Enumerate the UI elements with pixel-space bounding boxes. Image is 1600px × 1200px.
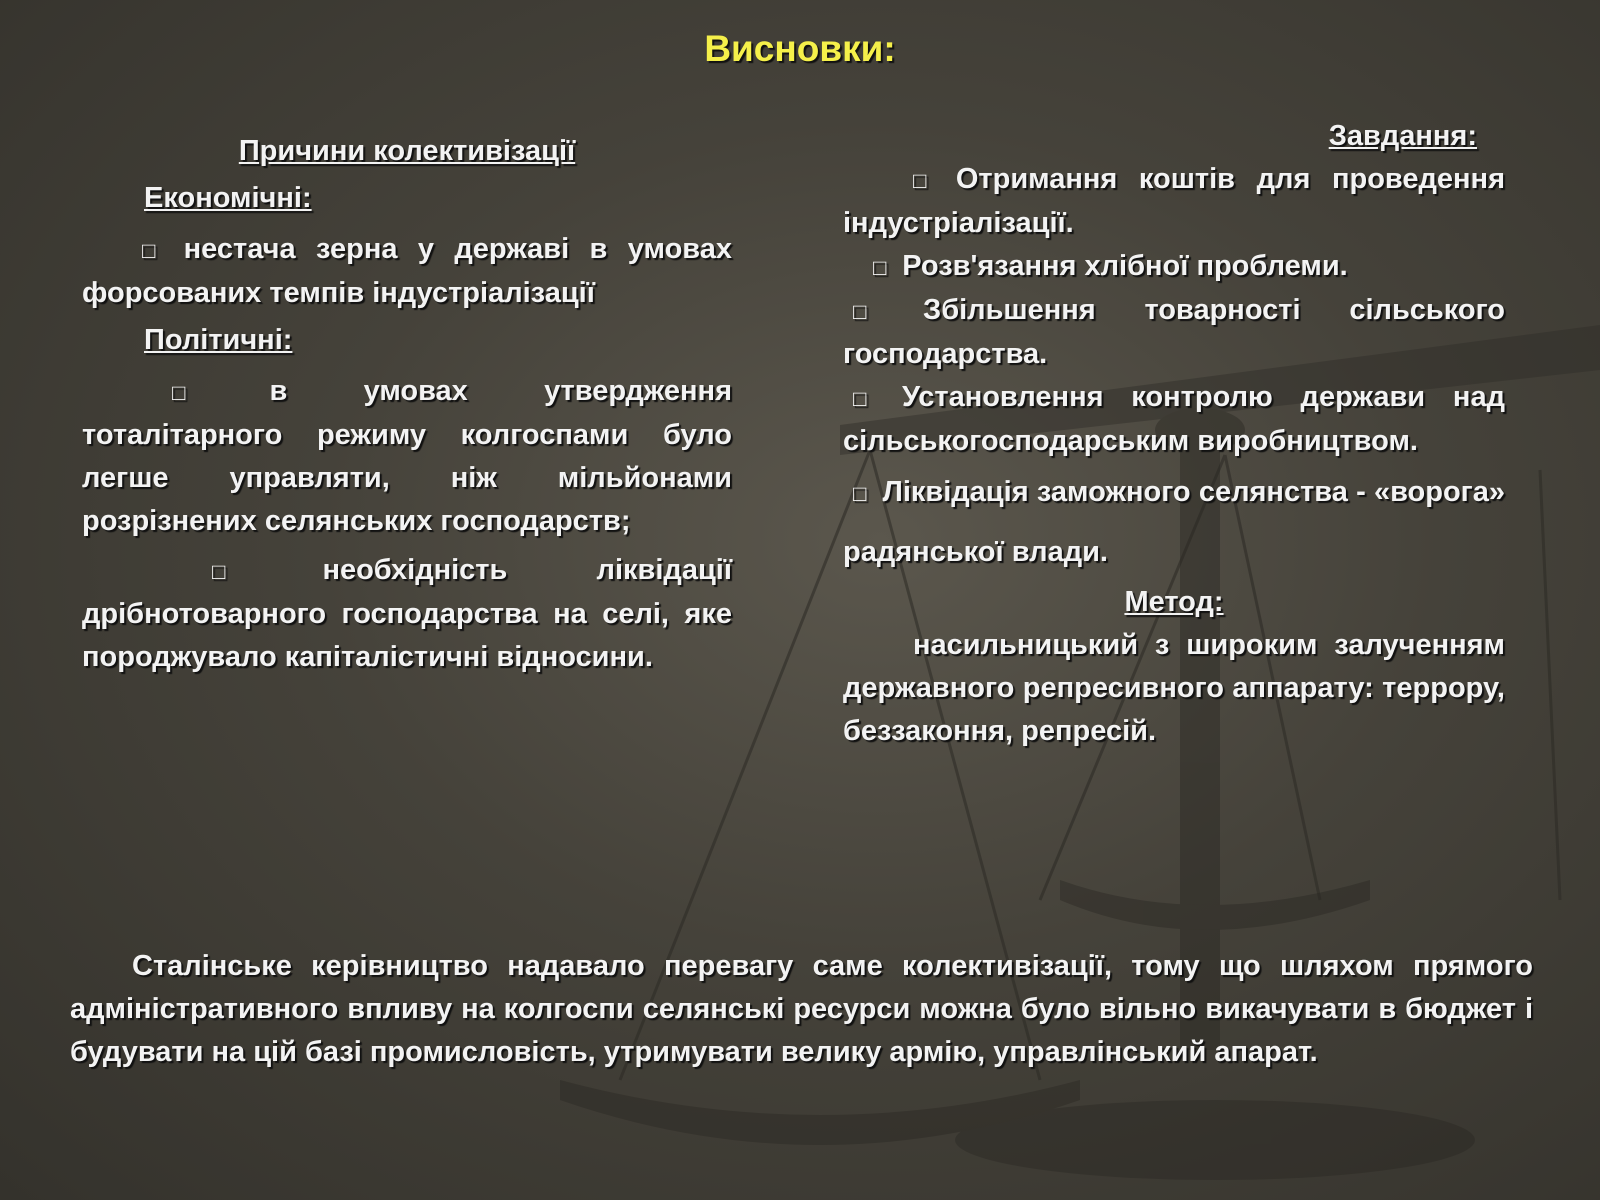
square-bullet-icon: □	[913, 168, 940, 193]
square-bullet-icon: □	[853, 386, 887, 411]
conclusion-text: Сталінське керівництво надавало перевагу саме колективізації, тому що шляхом прямого адміністративного впливу на колгоспи селянські ресурси можна було вільно викачувати в бюджет і будувати на цій базі промисловість, утримувати велику армію, управлінський апарат.	[70, 950, 1533, 1068]
task-item: □ Отримання коштів для проведення індустріалізації.	[843, 163, 1505, 239]
tasks-heading: Завдання:	[1328, 120, 1477, 152]
method-heading: Метод:	[1124, 586, 1224, 618]
square-bullet-icon: □	[172, 380, 254, 405]
causes-column	[82, 130, 732, 679]
political-item: □ в умовах утвердження тоталітарного режиму колгоспами було легше управляти, ніж мільйонами розрізнених селянських господарств;	[82, 375, 732, 537]
square-bullet-icon: □	[142, 238, 168, 263]
tasks-column	[843, 115, 1505, 753]
political-item: □ необхідність ліквідації дрібнотоварного господарства на селі, яке породжувало капіталістичні відносини.	[82, 554, 732, 673]
task-item: □ Збільшення товарності сільського господарства.	[843, 294, 1505, 370]
task-item: □ Установлення контролю держави над сільськогосподарським виробництвом.	[843, 381, 1505, 457]
slide-title: Висновки:	[704, 28, 896, 69]
task-item: □ Розв'язання хлібної проблеми.	[873, 250, 1348, 282]
political-label: Політичні:	[144, 324, 293, 356]
square-bullet-icon: □	[212, 559, 307, 584]
economic-item: □ нестача зерна у державі в умовах форсованих темпів індустріалізації	[82, 233, 732, 309]
square-bullet-icon: □	[853, 299, 908, 324]
economic-label: Економічні:	[144, 182, 312, 214]
task-item: □ Ліквідація заможного селянства - «ворога» радянської влади.	[843, 476, 1506, 568]
square-bullet-icon: □	[853, 481, 867, 506]
causes-heading: Причини колективізації	[238, 135, 576, 167]
square-bullet-icon: □	[873, 255, 887, 280]
method-text: насильницький з широким залученням державного репресивного аппарату: террору, беззаконня, репресій.	[843, 629, 1505, 747]
